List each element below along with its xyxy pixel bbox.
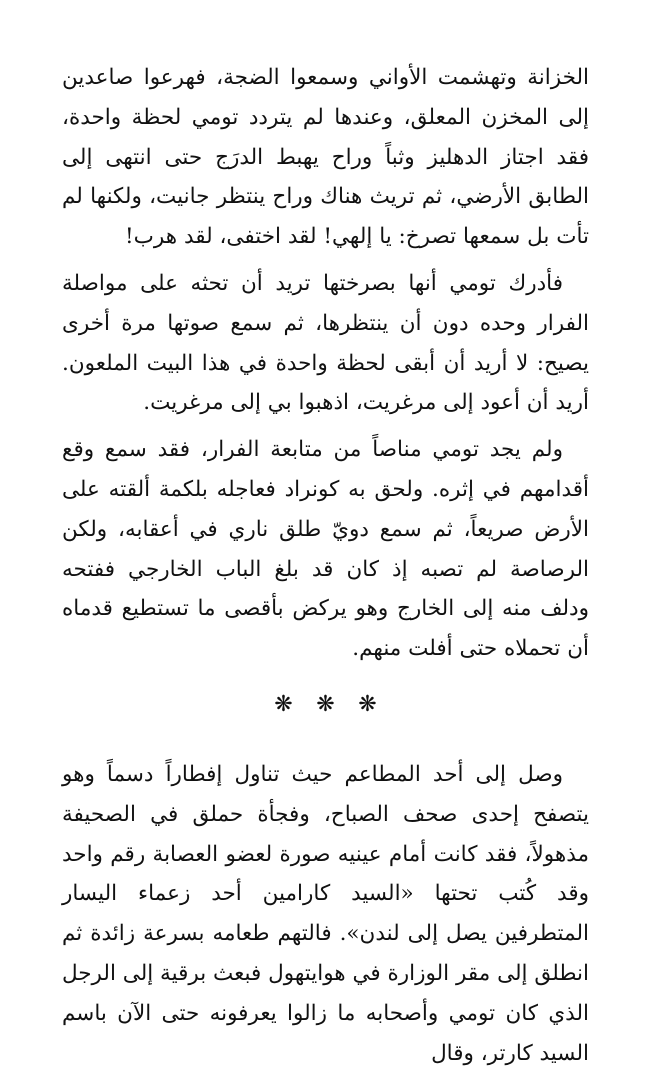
asterism-mark: ❋	[316, 691, 335, 717]
paragraph-3: ولم يجد تومي مناصاً من متابعة الفرار، فقد سمع وقع أقدامهم في إثره. ولحق به كونراد فعاجله بلكمة ألقته على الأرض صريعاً، ثم سمع دويّ طلق ناري في أعقابه، ولكن الرصاصة لم تصبه إذ كان قد بلغ الباب الخارجي ففتحه ودلف منه إلى الخارج وهو يركض بأقصى ما تستطيع قدماه أن تحملاه حتى أفلت منهم.	[62, 437, 589, 662]
asterism-mark: ❋	[274, 691, 293, 717]
paragraph-2: فأدرك تومي أنها بصرختها تريد أن تحثه على مواصلة الفرار وحده دون أن ينتظرها، ثم سمع صوتها مرة أخرى يصيح: لا أريد أن أبقى لحظة واحدة في هذا البيت الملعون. أريد أن أعود إلى مرغريت، اذهبوا بي إلى مرغريت.	[62, 270, 589, 416]
paragraph-4: وصل إلى أحد المطاعم حيث تناول إفطاراً دسماً وهو يتصفح إحدى صحف الصباح، وفجأة حملق في الصحيفة مذهولاً، فقد كانت أمام عينيه صورة لعضو العصابة رقم واحد وقد كُتب تحتها «السيد كارامين أحد زعماء اليسار المتطرفين يصل إلى لندن». فالتهم طعامه بسرعة زائدة ثم انطلق إلى مقر الوزارة في هوايتهول فبعث برقية إلى الرجل الذي كان تومي وأصحابه ما زالوا يعرفونه حتى الآن باسم السيد كارتر، وقال	[61, 761, 589, 1066]
asterism-mark: ❋	[358, 691, 377, 717]
section-separator	[62, 691, 589, 719]
paragraph-1: الخزانة وتهشمت الأواني وسمعوا الضجة، فهرعوا صاعدين إلى المخزن المعلق، وعندها لم يتردد تومي لحظة واحدة، فقد اجتاز الدهليز وثباً وراح يهبط الدرَج حتى انتهى إلى الطابق الأرضي، ثم تريث هناك وراح ينتظر جانيت، ولكنها لم تأت بل سمعها تصرخ: يا إلهي! لقد اختفى، لقد هرب!	[62, 65, 589, 250]
